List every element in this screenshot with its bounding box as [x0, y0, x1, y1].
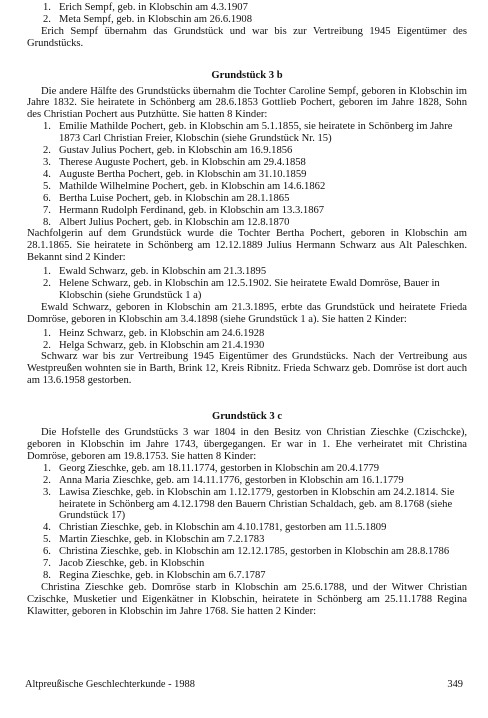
list-item: 1. Emilie Mathilde Pochert, geb. in Klobschin am 5.1.1855, sie heiratete in Schönberg im Jahre 1873 Carl Christian Freier, Klobschin (siehe Grundstück Nr. 15) — [43, 121, 453, 145]
list-item: 2. Helga Schwarz, geb. in Klobschin am 21.4.1930 — [43, 339, 265, 351]
section-heading-3c: Grundstück 3 c — [211, 411, 283, 423]
list-item: 1. Heinz Schwarz, geb. in Klobschin am 24.6.1928 — [43, 327, 265, 339]
list-item: 1. Ewald Schwarz, geb. in Klobschin am 21.3.1895 — [43, 266, 267, 278]
list-item: 8. Regina Zieschke, geb. in Klobschin am 6.7.1787 — [43, 569, 266, 581]
list-item: 3. Lawisa Zieschke, geb. in Klobschin am 1.12.1779, gestorben in Klobschin am 24.2.1814. Sie heiratete in Schönberg am 4.12.1798 den Bauern Christian Schaldach, geb. am 8.1768 (siehe Grundstück 17) — [43, 486, 455, 522]
list-item: 8. Albert Julius Pochert, geb. in Klobschin am 12.8.1870 — [43, 216, 290, 228]
section-heading-3b: Grundstück 3 b — [211, 69, 283, 81]
list-item: 7. Jacob Zieschke, geb. in Klobschin — [43, 558, 205, 570]
list-item: 2. Helene Schwarz, geb. in Klobschin am 12.5.1902. Sie heiratete Ewald Domröse, Bauer in Klobschin (siehe Grundstück 1 a) — [43, 278, 440, 301]
section-3b-closing: Schwarz war bis zur Vertreibung 1945 Eigentümer des Grundstücks. Nach der Vertreibung aus Westpreußen wohnten sie in Barth, Brink 12, Kreis Ribnitz. Frieda Schwarz geb. Domröse ist dort auch am 13.6.1958 gestorben. — [27, 351, 467, 387]
page-number: 349 — [447, 679, 463, 690]
publication-title: Altpreußische Geschlechterkunde - 1988 — [25, 679, 195, 690]
section-3b-children2-list — [27, 266, 467, 302]
list-item: 2. Meta Sempf, geb. in Klobschin am 26.6.1908 — [43, 13, 253, 25]
section-3b-successor: Nachfolgerin auf dem Grundstück wurde die Tochter Bertha Pochert, geboren in Klobschin am 28.1.1865. Sie heiratete in Schönberg am 12.12.1889 Julius Hermann Schwarz aus Alt Paleschken. Bekannt sind 2 Kinder: — [27, 228, 467, 264]
list-item: 6. Christina Zieschke, geb. in Klobschin am 12.12.1785, gestorben in Klobschin am 28.8.1786 — [43, 546, 450, 558]
list-item: 1. Georg Zieschke, geb. am 18.11.1774, gestorben in Klobschin am 20.4.1779 — [43, 462, 380, 474]
section-3b-intro: Die andere Hälfte des Grundstücks übernahm die Tochter Caroline Sempf, geboren in Klobschin im Jahre 1832. Sie heiratete in Schönberg am 28.6.1853 Gottlieb Pochert, geboren im Jahre 1828, Sohn des Christian Pochert aus Putzhütte. Sie hatten 8 Kinder: — [27, 85, 467, 121]
list-item: 4. Christian Zieschke, geb. in Klobschin am 4.10.1781, gestorben am 11.5.1809 — [43, 522, 387, 534]
list-item: 4. Auguste Bertha Pochert, geb. in Klobschin am 31.10.1859 — [43, 168, 307, 180]
section-3c-intro: Die Hofstelle des Grundstücks 3 war 1804 in den Besitz von Christian Zieschke (Czischcke), geboren in Klobschin im Jahre 1743, übergegangen. Er war in 1. Ehe verheiratet mit Christina Domröse, geboren am 19.8.1753. Sie hatten 8 Kinder: — [27, 427, 467, 462]
top-paragraph: Erich Sempf übernahm das Grundstück und war bis zur Vertreibung 1945 Eigentümer des Grundstücks. — [27, 25, 467, 49]
section-3b-ewald: Ewald Schwarz, geboren in Klobschin am 21.3.1895, erbte das Grundstück und heiratete Frieda Domröse, geboren in Klobschin am 3.4.1898 (siehe Grundstück 1 a). Sie hatten 2 Kinder: — [27, 301, 467, 325]
page-body — [27, 2, 467, 618]
list-item: 5. Martin Zieschke, geb. in Klobschin am 7.2.1783 — [43, 534, 265, 546]
list-item: 2. Anna Maria Zieschke, geb. am 14.11.1776, gestorben in Klobschin am 16.1.1779 — [43, 474, 404, 486]
list-item: 1. Erich Sempf, geb. in Klobschin am 4.3.1907 — [43, 2, 248, 13]
list-item: 5. Mathilde Wilhelmine Pochert, geb. in Klobschin am 14.6.1862 — [43, 180, 326, 192]
list-item: 2. Gustav Julius Pochert, geb. in Klobschin am 16.9.1856 — [43, 145, 293, 157]
list-item: 6. Bertha Luise Pochert, geb. in Klobschin am 28.1.1865 — [43, 192, 290, 204]
section-3b-children-list — [27, 121, 467, 228]
top-children-list — [27, 2, 467, 26]
section-3c-closing: Christina Zieschke geb. Domröse starb in Klobschin am 25.6.1788, und der Witwer Christian Czischke, Musketier und Eigenkätner in Klobschin, heiratete in Schönberg am 25.11.1788 Regina Klawitter, geboren in Klobschin im Jahre 1768. Sie hatten 2 Kinder: — [27, 581, 467, 617]
section-3b-children3-list — [27, 328, 467, 352]
section-3c-children-list — [27, 463, 467, 582]
list-item: 3. Therese Auguste Pochert, geb. in Klobschin am 29.4.1858 — [43, 156, 306, 168]
list-item: 7. Hermann Rudolph Ferdinand, geb. in Klobschin am 13.3.1867 — [43, 204, 325, 216]
